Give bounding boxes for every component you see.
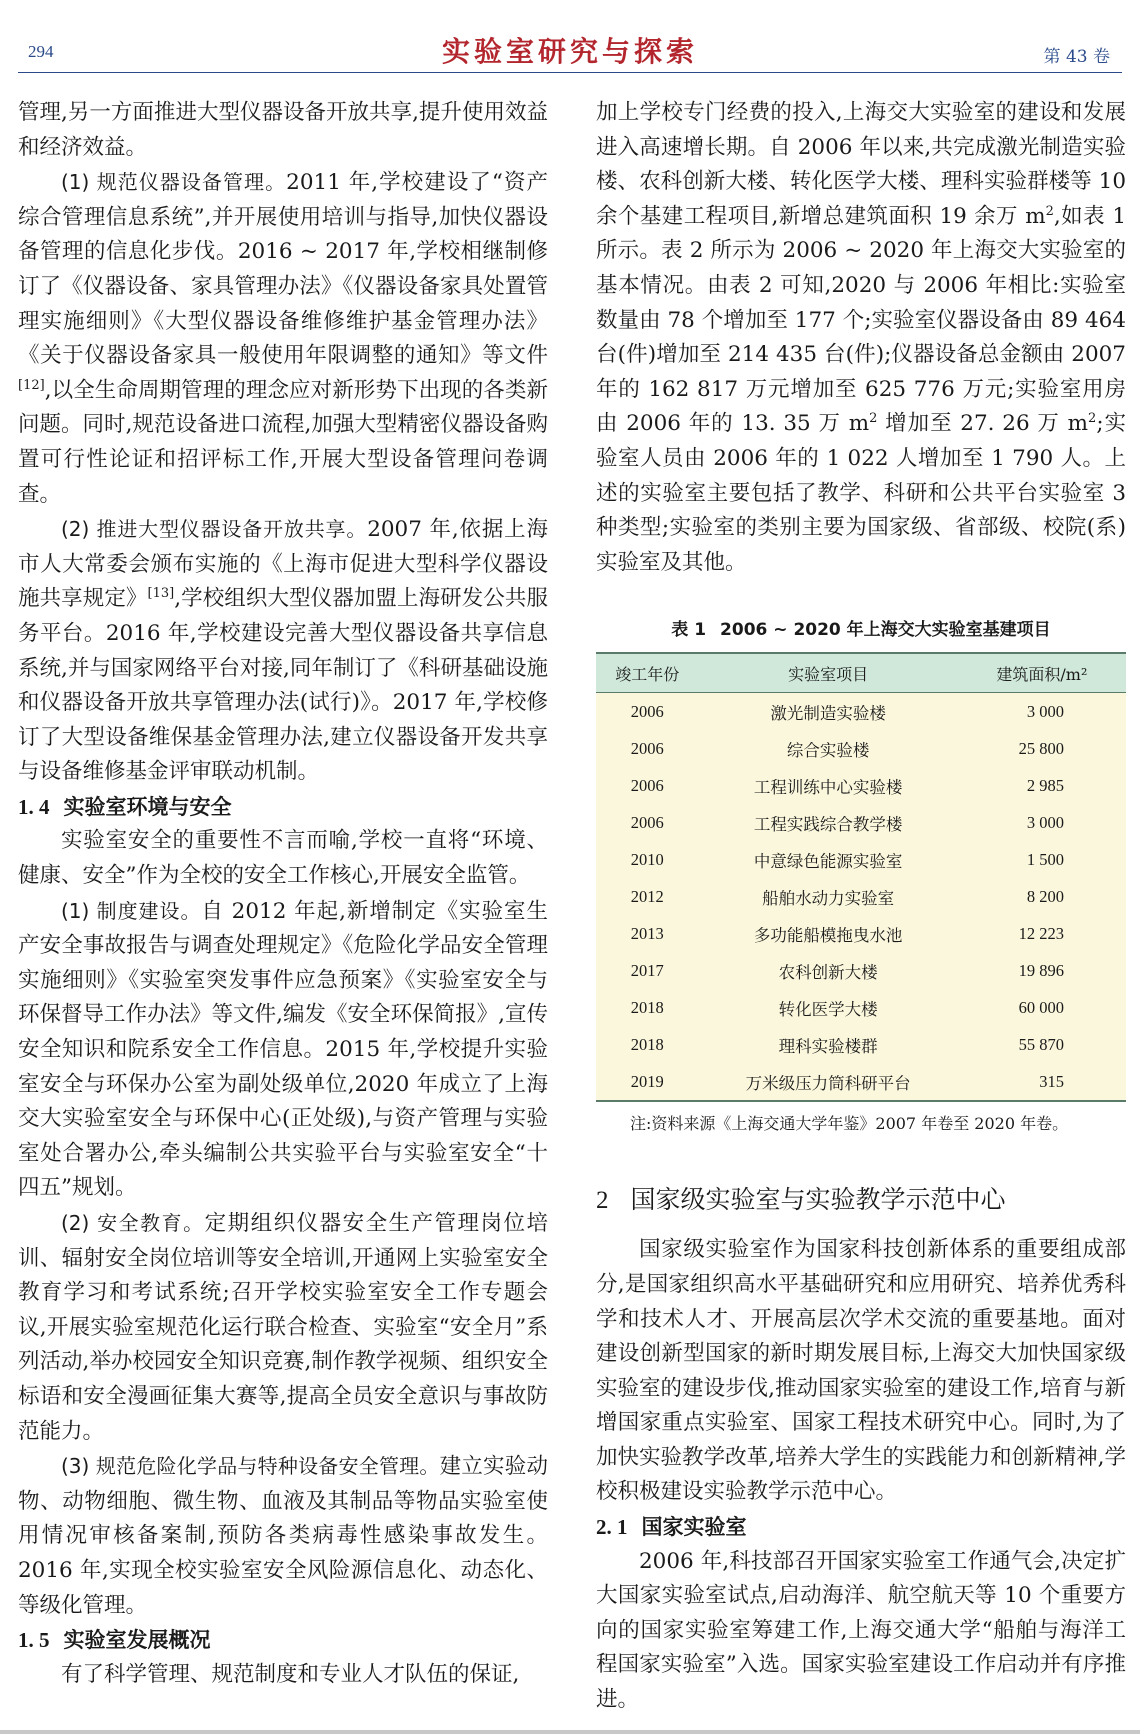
cell-year: 2013	[630, 923, 664, 943]
cell-project: 转化医学大楼	[778, 999, 878, 1019]
table-row	[596, 767, 1126, 804]
table-caption	[596, 618, 1126, 642]
table-header-row	[596, 653, 1126, 693]
table-row	[596, 1026, 1126, 1063]
paragraph	[18, 165, 548, 512]
paragraph-text: 2007 年,依据上海市人大常委会颁布实施的《上海市促进大型科学仪器设施共享规定》	[18, 517, 548, 612]
subsection-heading	[18, 790, 548, 825]
cell-area: 19 896	[1018, 960, 1064, 980]
section-number: 1. 5	[18, 1628, 50, 1653]
cell-project: 中意绿色能源实验室	[753, 851, 903, 871]
table-number: 表 1	[671, 620, 707, 641]
superscript: 2	[869, 411, 878, 427]
cell-area: 2 985	[1026, 775, 1064, 795]
cell-project: 农科创新大楼	[778, 962, 878, 982]
construction-projects-table	[596, 652, 1126, 1102]
volume-label: 第 43 卷	[1043, 47, 1110, 67]
paragraph-text: 增加至 27. 26 万 m	[877, 411, 1089, 437]
table-row	[596, 915, 1126, 952]
page-header	[18, 28, 1122, 73]
cell-project: 多功能船模拖曳水池	[753, 925, 903, 945]
item-label: (2) 安全教育。	[61, 1211, 205, 1235]
paragraph-text: ,如表 1 所示。表 2 所示为 2006 ~ 2020 年上海交大实验室的基本情况。由表 2 可知,2020 与 2006 年相比:实验室数量由 78 个增加至 177 个;实验室仪器设备由 89 464 台(件)增加至 214 435 台(件);仪器设备总金额由 2007 年的 162 817 万元增加至 625 776 万元;实验室用房由 2006 年的 13. 35 万 m	[596, 203, 1126, 437]
journal-title: 实验室研究与探索	[441, 35, 698, 68]
paragraph	[18, 1449, 548, 1623]
cell-area: 1 500	[1026, 849, 1064, 869]
right-column	[596, 96, 1126, 1718]
subsection-heading	[596, 1510, 1126, 1545]
paragraph-text: ,以全生命周期管理的理念应对新形势下出现的各类新问题。同时,规范设备进口流程,加强大型精密仪器设备购置可行性论证和招评标工作,开展大型设备管理问卷调查。	[18, 377, 548, 507]
cell-year: 2006	[630, 775, 664, 795]
section-number: 2	[596, 1187, 609, 1215]
table-row	[596, 1063, 1126, 1101]
cell-area: 8 200	[1026, 886, 1064, 906]
column-header-project: 实验室项目	[788, 664, 869, 684]
table-row	[596, 730, 1126, 767]
paragraph	[18, 1206, 548, 1449]
paragraph	[18, 894, 548, 1206]
table-row	[596, 693, 1126, 731]
paragraph-text: 加上学校专门经费的投入,上海交大实验室的建设和发展进入高速增长期。自 2006 年以来,共完成激光制造实验楼、农科创新大楼、转化医学大楼、理科实验群楼等 10 余个基建工程项目,新增总建筑面积 19 余万 m	[596, 100, 1126, 229]
column-header-year: 竣工年份	[615, 664, 680, 684]
item-label: (3) 规范危险化学品与特种设备安全管理。	[61, 1454, 440, 1479]
section-title: 实验室发展概况	[63, 1628, 211, 1653]
cell-project: 工程实践综合教学楼	[753, 814, 903, 834]
item-label: (2) 推进大型仪器设备开放共享。	[61, 517, 368, 542]
cell-project: 工程训练中心实验楼	[753, 777, 903, 797]
cell-area: 25 800	[1018, 738, 1064, 758]
superscript: 2	[1045, 203, 1054, 219]
section-heading	[596, 1180, 1126, 1221]
citation[interactable]: [12]	[18, 377, 45, 393]
cell-year: 2018	[630, 997, 664, 1017]
cell-year: 2006	[630, 738, 664, 758]
item-label: (1) 制度建设。	[61, 898, 202, 923]
cell-area: 3 000	[1026, 812, 1064, 832]
table-row	[596, 989, 1126, 1026]
subsection-heading	[18, 1623, 548, 1658]
cell-project: 万米级压力筒科研平台	[698, 1063, 957, 1101]
paragraph: 国家级实验室作为国家科技创新体系的重要组成部分,是国家组织高水平基础研究和应用研究、培养优秀科学和技术人才、开展高层次学术交流的重要基地。面对建设创新型国家的新时期发展目标,上海交大加快国家级实验室的建设步伐,推动国家实验室的建设工作,培育与新增国家重点实验室、国家工程技术研究中心。同时,为了加快实验教学改革,培养大学生的实践能力和创新精神,学校积极建设实验教学示范中心。	[596, 1237, 1126, 1505]
table-title: 2006 ~ 2020 年上海交大实验室基建项目	[720, 620, 1051, 641]
table-row	[596, 841, 1126, 878]
paragraph: 管理,另一方面推进大型仪器设备开放共享,提升使用效益和经济效益。	[18, 100, 548, 160]
cell-area: 60 000	[1018, 997, 1064, 1017]
paragraph: 有了科学管理、规范制度和专业人才队伍的保证,	[61, 1661, 520, 1687]
page-bottom-border	[0, 1730, 1140, 1734]
paragraph	[596, 96, 1126, 580]
table-row	[596, 804, 1126, 841]
cell-area: 315	[958, 1063, 1126, 1101]
section-number: 2. 1	[596, 1515, 628, 1540]
paragraph-text: 自 2012 年起,新增制定《实验室生产安全事故报告与调查处理规定》《危险化学品安全管理实施细则》《实验室突发事件应急预案》《实验室安全与环保督导工作办法》等文件,编发《安全环保简报》,宣传安全知识和院系安全工作信息。2015 年,学校提升实验室安全与环保办公室为副处级单位,2020 年成立了上海交大实验室安全与环保中心(正处级),与资产管理与实验室处合署办公,牵头编制公共实验平台与实验室安全“十四五”规划。	[18, 898, 548, 1201]
section-number: 1. 4	[18, 794, 50, 819]
paragraph-text: 定期组织仪器安全生产管理岗位培训、辐射安全岗位培训等安全培训,开通网上实验室安全教育学习和考试系统;召开学校实验室安全工作专题会议,开展实验室规范化运行联合检查、实验室“安全月”系列活动,举办校园安全知识竞赛,制作教学视频、组织安全标语和安全漫画征集大赛等,提高全员安全意识与事故防范能力。	[18, 1211, 549, 1444]
cell-project: 船舶水动力实验室	[762, 888, 895, 908]
item-label: (1) 规范仪器设备管理。	[61, 170, 287, 195]
cell-year: 2006	[630, 701, 664, 721]
column-header-area: 建筑面积/m²	[996, 664, 1088, 684]
superscript: 2	[1088, 411, 1097, 427]
cell-project: 理科实验楼群	[778, 1036, 878, 1056]
cell-project: 综合实验楼	[786, 740, 870, 760]
cell-year: 2010	[630, 849, 664, 869]
cell-area: 55 870	[1018, 1034, 1064, 1054]
cell-year: 2012	[630, 886, 664, 906]
paragraph: 实验室安全的重要性不言而喻,学校一直将“环境、健康、安全”作为全校的安全工作核心,开展安全监管。	[18, 828, 548, 889]
paragraph: 2006 年,科技部召开国家实验室工作通气会,决定扩大国家实验室试点,启动海洋、航空航天等 10 个重要方向的国家实验室筹建工作,上海交通大学“船舶与海洋工程国家实验室”入选。国家实验室建设工作启动并有序推进。	[596, 1548, 1126, 1713]
table-note: 注:资料来源《上海交通大学年鉴》2007 年卷至 2020 年卷。	[630, 1114, 1069, 1134]
paragraph-text: 2011 年,学校建设了“资产综合管理信息系统”,并开展使用培训与指导,加快仪器设备管理的信息化步伐。2016 ~ 2017 年,学校相继制修订了《仪器设备、家具管理办法》《仪器设备家具处置管理实施细则》《大型仪器设备维修维护基金管理办法》《关于仪器设备家具一般使用年限调整的通知》等文件	[18, 170, 548, 369]
cell-year: 2019	[596, 1063, 698, 1101]
paragraph	[18, 512, 548, 790]
paragraph-text: ,学校组织大型仪器加盟上海研发公共服务平台。2016 年,学校建设完善大型仪器设备共享信息系统,并与国家网络平台对接,同年制订了《科研基础设施和仪器设备开放共享管理办法(试行)》。2017 年,学校修订了大型设备维保基金管理办法,建立仪器设备开发共享与设备维修基金评审联动机制。	[18, 586, 548, 785]
cell-year: 2006	[630, 812, 664, 832]
paragraph-text: 建立实验动物、动物细胞、微生物、血液及其制品等物品实验室使用情况审核备案制,预防各类病毒性感染事故发生。2016 年,实现全校实验室安全风险源信息化、动态化、等级化管理。	[18, 1454, 548, 1618]
section-title: 国家实验室	[641, 1515, 747, 1540]
paragraph-text: ;实验室人员由 2006 年的 1 022 人增加至 1 790 人。上述的实验室主要包括了教学、科研和公共平台实验室 3 种类型;实验室的类别主要为国家级、省部级、校院(系)实验室及其他。	[596, 411, 1127, 575]
section-title: 实验室环境与安全	[63, 794, 232, 819]
cell-year: 2018	[630, 1034, 664, 1054]
cell-year: 2017	[630, 960, 664, 980]
left-column	[18, 96, 548, 1692]
section-title: 国家级实验室与实验教学示范中心	[630, 1185, 1006, 1215]
page-number: 294	[28, 42, 54, 61]
cell-area: 3 000	[1026, 701, 1064, 721]
cell-project: 激光制造实验楼	[770, 703, 886, 723]
cell-area: 12 223	[1018, 923, 1064, 943]
table-row	[596, 878, 1126, 915]
table-row	[596, 952, 1126, 989]
citation[interactable]: [13]	[147, 586, 175, 602]
